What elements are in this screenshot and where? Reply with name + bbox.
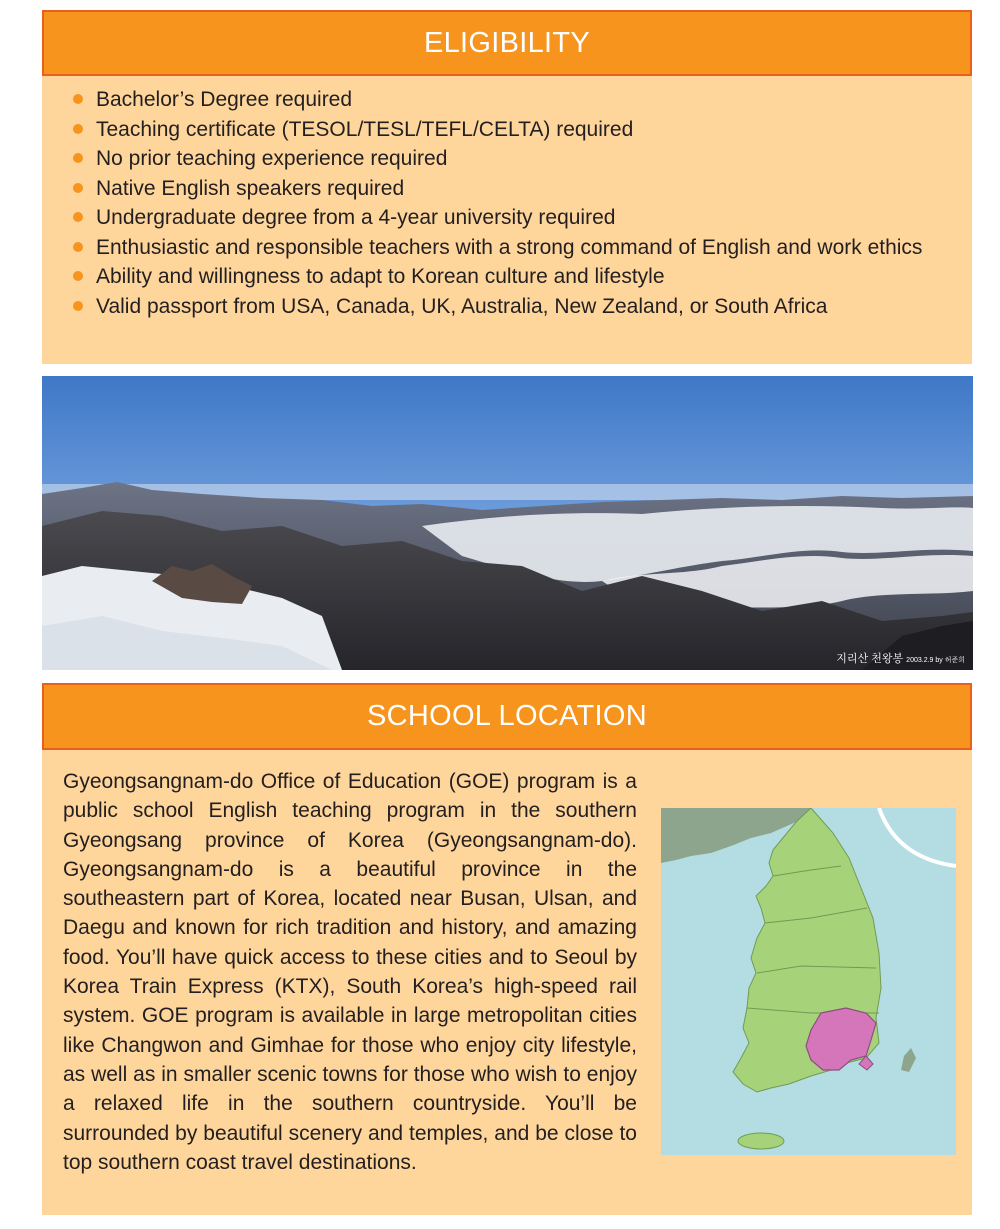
bullet-icon — [73, 94, 83, 104]
korea-map — [661, 808, 956, 1155]
eligibility-item: Teaching certificate (TESOL/TESL/TEFL/CELTA) required — [42, 115, 972, 145]
bullet-icon — [73, 183, 83, 193]
eligibility-panel — [42, 76, 972, 364]
photo-caption: 지리산 천왕봉 2003.2.9 by 허준희 — [836, 653, 965, 665]
eligibility-item: Ability and willingness to adapt to Korean culture and lifestyle — [42, 262, 972, 292]
location-title: SCHOOL LOCATION — [366, 700, 648, 732]
bullet-icon — [73, 212, 83, 222]
location-description: Gyeongsangnam-do Office of Education (GOE) program is a public school English teaching program in the southern Gyeongsang province of Korea (Gyeongsangnam-do). Gyeongsangnam-do is a beautiful province in the southeastern part of Korea, located near Busan, Ulsan, and Daegu and known for rich tradition and history, and amazing food. You’ll have quick access to these cities and to Seoul by Korea Train Express (KTX), South Korea’s high-speed rail system. GOE program is available in large metropolitan cities like Changwon and Gimhae for those who enjoy city lifestyle, as well as in smaller scenic towns for those who wish to enjoy a relaxed life in the southern countryside. You’ll be surrounded by beautiful scenery and temples, and be close to top southern coast travel destinations. — [63, 770, 637, 1174]
eligibility-item: Bachelor’s Degree required — [42, 85, 972, 115]
bullet-icon — [73, 153, 83, 163]
eligibility-item: Native English speakers required — [42, 174, 972, 204]
eligibility-list — [42, 76, 972, 321]
location-header — [42, 683, 972, 750]
mountain-illustration — [42, 376, 973, 670]
jeju-island — [738, 1133, 784, 1149]
bullet-icon — [73, 271, 83, 281]
eligibility-item: Undergraduate degree from a 4-year university required — [42, 203, 972, 233]
bullet-icon — [73, 124, 83, 134]
mountain-photo — [42, 376, 973, 670]
eligibility-item: No prior teaching experience required — [42, 144, 972, 174]
location-panel — [42, 750, 972, 1215]
eligibility-title: ELIGIBILITY — [423, 26, 591, 59]
eligibility-header — [42, 10, 972, 76]
eligibility-item: Valid passport from USA, Canada, UK, Australia, New Zealand, or South Africa — [42, 292, 972, 322]
eligibility-item: Enthusiastic and responsible teachers with a strong command of English and work ethics — [42, 233, 972, 263]
bullet-icon — [73, 301, 83, 311]
bullet-icon — [73, 242, 83, 252]
